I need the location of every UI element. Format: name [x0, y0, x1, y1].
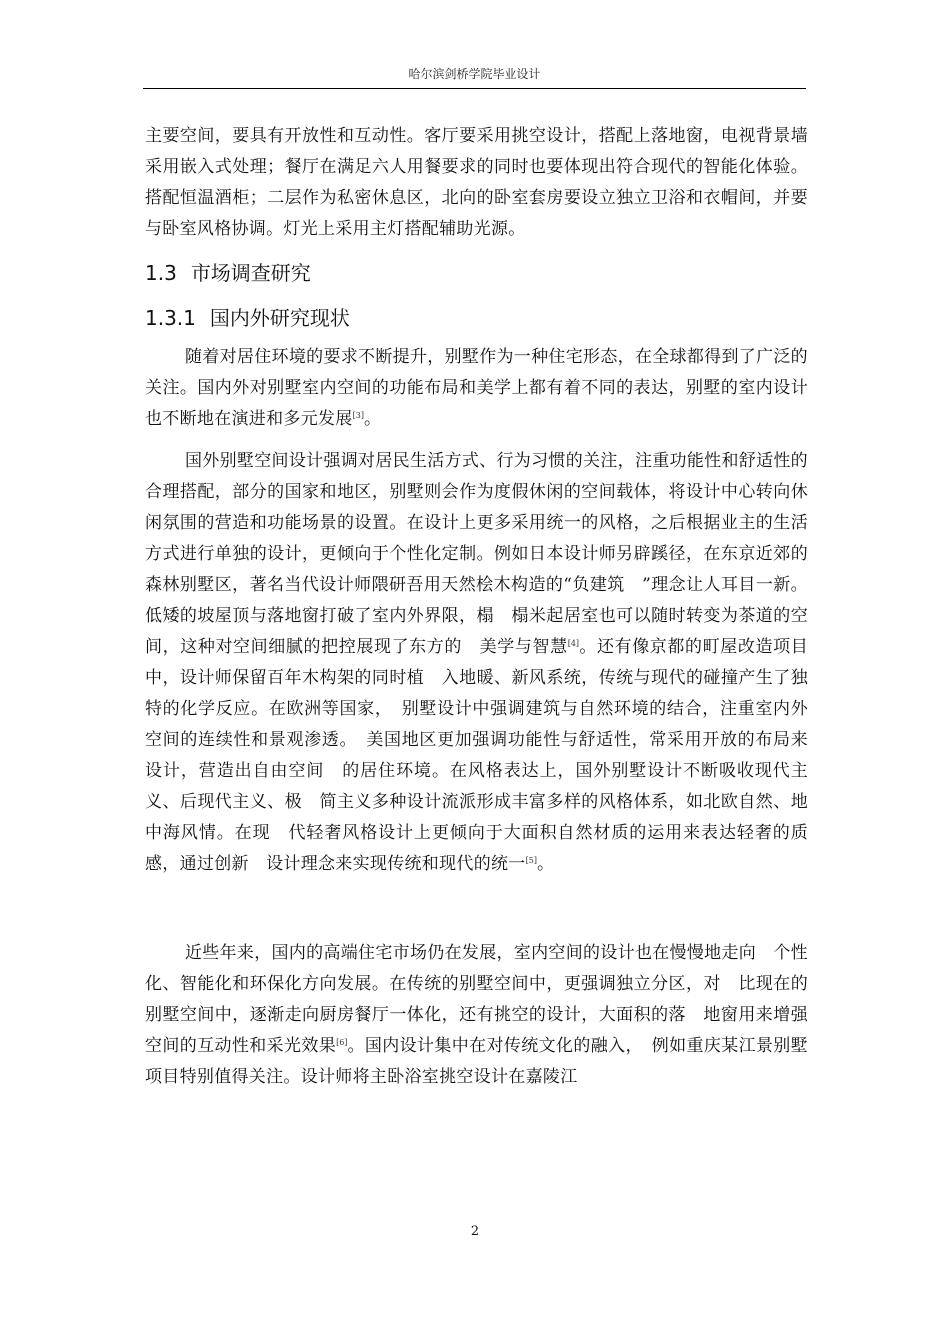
subsection-title: 国内外研究现状: [209, 306, 350, 330]
page-header-title: 哈尔滨剑桥学院毕业设计: [408, 67, 541, 81]
paragraph-intro: 主要空间，要具有开放性和互动性。客厅要采用挑空设计，搭配上落地窗，电视背景墙采用嵌入式处理；餐厅在满足六人用餐要求的同时也要体现出符合现代的智能化体验。搭配恒温酒柜；二层作为私密休息区，北向的卧室套房要设立独立卫浴和衣帽间，并要与卧室风格协调。灯光上采用主灯搭配辅助光源。: [145, 126, 808, 239]
section-number: 1.3: [145, 261, 177, 285]
paragraph-domestic-villa-design: [145, 938, 808, 1093]
paragraph-research-overview: [145, 342, 808, 435]
paragraph-text: 近些年来，国内的高端住宅市场仍在发展，室内空间的设计也在慢慢地走向 个性化、智能化和环保化方向发展。在传统的别墅空间中，更强调独立分区，对 比现在的别墅空间中，逐渐走向厨房餐厅一体化，还有挑空的设计，大面积的落 地窗用来增强空间的互动性和采光效果: [145, 943, 808, 1056]
page-number: 2: [470, 1224, 480, 1239]
citation-6: [6]: [336, 1038, 348, 1047]
paragraph-text-continued: 。国内设计集中在对传统文化的融入， 例如重庆某江景别墅项目特别值得关注。设计师将主卧浴室挑空设计在嘉陵江: [145, 1036, 808, 1087]
paragraph-text-continued: 。还有像京都的町屋改造项目中，设计师保留百年木构架的同时植 入地暖、新风系统，传统与现代的碰撞产生了独特的化学反应。在欧洲等国家， 别墅设计中强调建筑与自然环境的结合，注重室内外空间的连续性和景观渗透。 美国地区更加强调功能性与舒适性，常采用开放的布局来设计，营造出自由空间 的居住环境。在风格表达上，国外别墅设计不断吸收现代主义、后现代主义、极 简主义多种设计流派形成丰富多样的风格体系，如北欧自然、地中海风情。在现 代轻奢风格设计上更倾向于大面积自然材质的运用来表达轻奢的质感，通过创新 设计理念来实现传统和现代的统一: [145, 637, 809, 874]
section-title: 市场调查研究: [190, 261, 311, 285]
paragraph-foreign-villa-design: [145, 446, 808, 880]
citation-4: [4]: [567, 639, 580, 648]
subsection-number: 1.3.1: [145, 306, 196, 330]
section-heading-1-3: [145, 259, 311, 287]
paragraph-end: 。: [363, 409, 382, 429]
paragraph-text: 国外别墅空间设计强调对居民生活方式、行为习惯的关注，注重功能性和舒适性的合理搭配，部分的国家和地区，别墅则会作为度假休闲的空间载体，将设计中心转向休闲氛围的营造和功能场景的设置。在设计上更多采用统一的风格，之后根据业主的生活方式进行单独的设计，更倾向于个性化定制。例如日本设计师另辟蹊径，在东京近郊的森林别墅区，著名当代设计师隈研吾用天然桧木构造的“负建筑 ”理念让人耳目一新。低矮的坡屋顶与落地窗打破了室内外界限，榻 榻米起居室也可以随时转变为茶道的空间，这种对空间细腻的把控展现了东方的 美学与智慧: [145, 451, 808, 657]
paragraph-end: 。: [536, 854, 555, 874]
citation-3: [3]: [352, 411, 364, 420]
subsection-heading-1-3-1: [145, 304, 350, 332]
citation-5: [5]: [525, 856, 537, 865]
header-rule: [143, 88, 806, 89]
paragraph-text: 随着对居住环境的要求不断提升，别墅作为一种住宅形态，在全球都得到了广泛的关注。国内外对别墅室内空间的功能布局和美学上都有着不同的表达，别墅的室内设计也不断地在演进和多元发展: [145, 347, 808, 429]
